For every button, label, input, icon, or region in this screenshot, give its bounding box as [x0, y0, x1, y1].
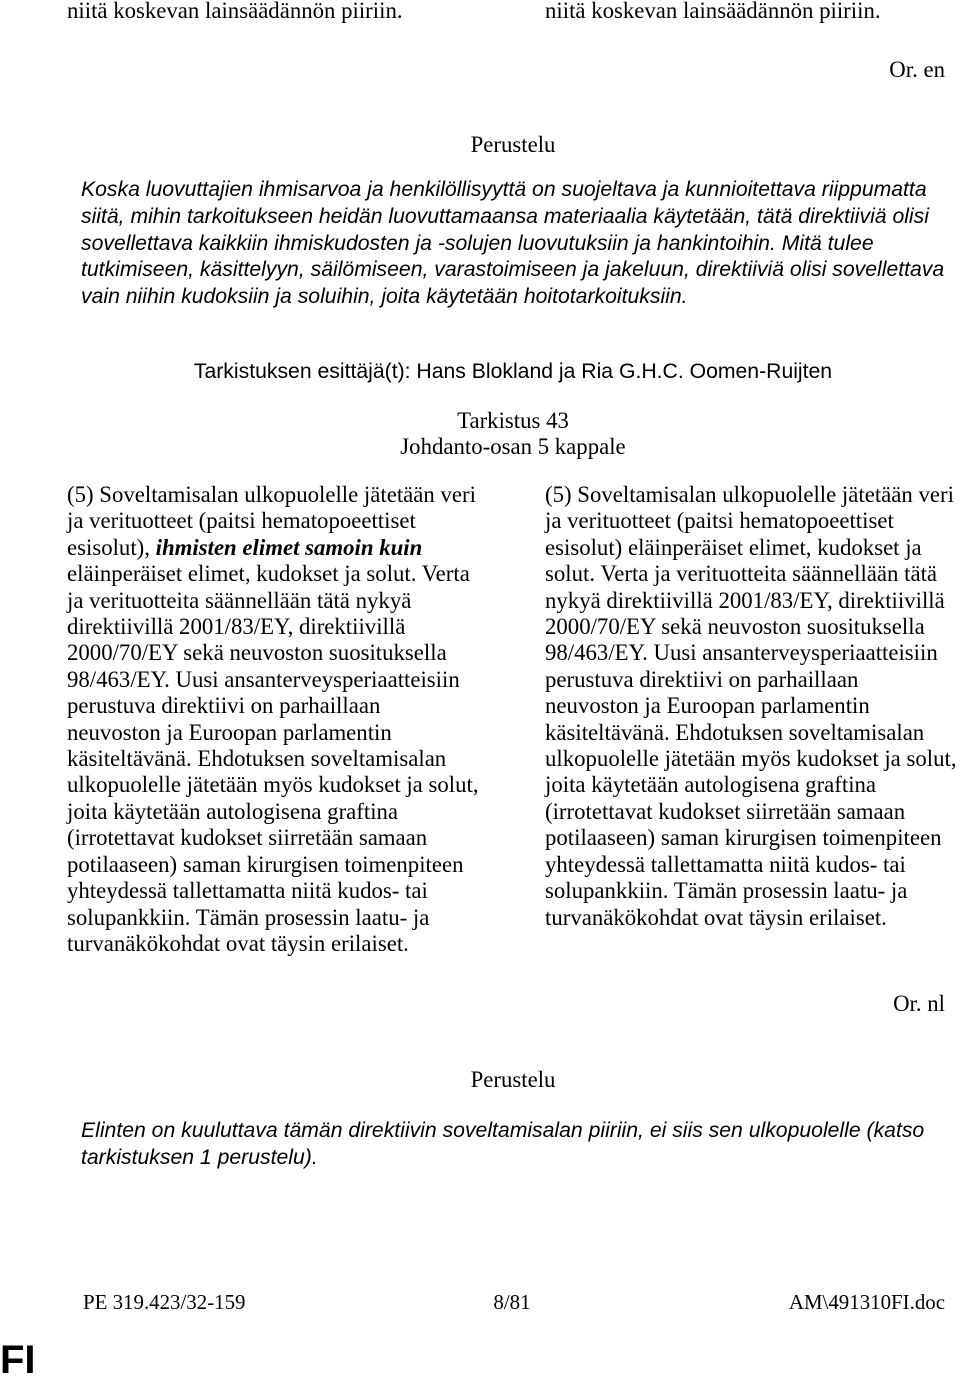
amendment-tabled-by: Tarkistuksen esittäjä(t): Hans Blokland ja Ria G.H.C. Oomen-Ruijten	[193, 360, 833, 383]
right-column-line-text: (5) Soveltamisalan ulkopuolelle jätetään veri	[545, 482, 954, 507]
left-column-line-text: 2000/70/EY sekä neuvoston suosituksella	[67, 640, 447, 666]
original-language-label-2: Or. nl	[893, 991, 945, 1016]
left-column-emphasized-text: ihmisten elimet samoin kuin	[155, 534, 423, 560]
justification-text-2-line	[81, 1117, 924, 1144]
left-column-line	[67, 640, 479, 666]
left-column-line-text: ulkopuolelle jätetään myös kudokset ja solut,	[67, 772, 479, 798]
left-column-line-text: käsiteltävänä. Ehdotuksen soveltamisalan	[67, 746, 447, 772]
left-column-line	[67, 508, 479, 534]
right-column-line-text: perustuva direktiivi on parhaillaan	[545, 666, 859, 692]
right-column-line	[545, 852, 957, 878]
left-column-line-text: (irrotettavat kudokset siirretään samaan	[67, 825, 428, 851]
right-column-line-text: solupankkiin. Tämän prosessin laatu- ja	[545, 878, 908, 904]
justification-text-2-line-text: tarkistuksen 1 perustelu).	[81, 1146, 318, 1169]
left-column-line	[67, 825, 479, 851]
left-column-line	[67, 852, 479, 878]
right-column-line	[545, 482, 957, 508]
right-column-line-text: ulkopuolelle jätetään myös kudokset ja solut,	[545, 746, 957, 772]
amendment-reference: Johdanto-osan 5 kappale	[400, 434, 626, 459]
left-column-line-text: esisolut),	[67, 534, 156, 560]
left-column-line-text: yhteydessä tallettamatta niitä kudos- tai	[67, 878, 428, 904]
right-column-line	[545, 535, 957, 561]
left-column-line-text: perustuva direktiivi on parhaillaan	[67, 693, 381, 719]
left-column-line	[67, 905, 479, 931]
right-column-line-text: potilaaseen) saman kirurgisen toimenpiteen	[545, 825, 942, 851]
left-column-line	[67, 693, 479, 719]
right-column-line-text: esisolut) eläinperäiset elimet, kudokset ja	[545, 534, 922, 560]
justification-text-line	[81, 204, 944, 231]
left-column-line-text: ja verituotteita säännellään tätä nykyä	[67, 587, 412, 613]
right-column-line	[545, 720, 957, 746]
left-column-line-text: eläinperäiset elimet, kudokset ja solut. Verta	[67, 561, 470, 587]
justification-text-line	[81, 231, 944, 258]
left-column-line-text: turvanäkökohdat ovat täysin erilaiset.	[67, 930, 409, 956]
right-column-line	[545, 561, 957, 587]
right-column-line	[545, 746, 957, 772]
right-column-line-text: joita käytetään autologisena graftina	[545, 772, 877, 798]
justification-text-line-text: vain niihin kudoksiin ja soluihin, joita käytetään hoitotarkoituksiin.	[81, 285, 688, 308]
left-column-line-text: neuvoston ja Euroopan parlamentin	[67, 719, 392, 745]
right-column-line	[545, 588, 957, 614]
right-column-line	[545, 878, 957, 904]
right-column-line-text: ja verituotteet (paitsi hematopoeettiset	[545, 508, 894, 534]
left-column-line-text: solupankkiin. Tämän prosessin laatu- ja	[67, 904, 430, 930]
right-column-line-text: turvanäkökohdat ovat täysin erilaiset.	[545, 904, 887, 930]
previous-page-continuation-left: niitä koskevan lainsäädännön piiriin.	[67, 0, 403, 23]
footer-document-reference: PE 319.423/32-159	[83, 1290, 246, 1314]
right-column-line-text: 98/463/EY. Uusi ansanterveysperiaatteisiin	[545, 640, 938, 666]
right-column-line	[545, 640, 957, 666]
left-column-line	[67, 746, 479, 772]
justification-text-line	[81, 177, 944, 204]
justification-text-2	[81, 1117, 924, 1171]
footer-page-number: 8/81	[493, 1290, 531, 1314]
left-column-line	[67, 799, 479, 825]
justification-text-line-text: sovellettava kaikkiin ihmiskudosten ja -solujen luovutuksiin ja hankintoihin. Mitä tulee	[81, 231, 874, 255]
left-column-line	[67, 561, 479, 587]
right-column-line	[545, 799, 957, 825]
left-column-line	[67, 931, 479, 957]
right-column-line-text: (irrotettavat kudokset siirretään samaan	[545, 798, 906, 824]
right-column-line-text: yhteydessä tallettamatta niitä kudos- tai	[545, 851, 906, 877]
left-column-line	[67, 614, 479, 640]
justification-text-line-text: tutkimiseen, käsittelyyn, säilömiseen, varastoimiseen ja jakeluun, direktiiviä olisi sovellettava	[81, 258, 945, 282]
previous-page-continuation-right: niitä koskevan lainsäädännön piiriin.	[545, 0, 881, 23]
right-column-line	[545, 825, 957, 851]
right-column-line-text: neuvoston ja Euroopan parlamentin	[545, 693, 870, 719]
justification-text	[81, 177, 944, 311]
language-code: FI	[0, 1338, 36, 1382]
left-column-line	[67, 772, 479, 798]
left-column-line	[67, 535, 479, 561]
footer-file-name: AM\491310FI.doc	[788, 1290, 945, 1314]
right-column-line	[545, 772, 957, 798]
left-column-line	[67, 588, 479, 614]
left-column-line-text: ja verituotteet (paitsi hematopoeettiset	[67, 508, 416, 534]
original-language-label: Or. en	[889, 57, 945, 82]
justification-text-line-text: Koska luovuttajien ihmisarvoa ja henkilöllisyyttä on suojeltava ja kunnioitettava riippumatta	[81, 178, 927, 201]
right-column-line	[545, 508, 957, 534]
right-column-line	[545, 614, 957, 640]
right-column-line-text: solut. Verta ja verituotteita säännellään tätä	[545, 561, 938, 587]
justification-text-line	[81, 257, 944, 284]
left-column-line-text: joita käytetään autologisena graftina	[67, 798, 399, 824]
justification-heading-2: Perustelu	[470, 1067, 556, 1092]
right-column-text	[545, 482, 957, 931]
justification-text-line-text: siitä, mihin tarkoitukseen heidän luovuttamaansa materiaalia käytetään, tätä direktiiviä olisi	[81, 204, 929, 228]
right-column-line-text: 2000/70/EY sekä neuvoston suosituksella	[545, 614, 925, 640]
left-column-line-text: potilaaseen) saman kirurgisen toimenpiteen	[67, 851, 464, 877]
right-column-line	[545, 905, 957, 931]
justification-text-2-line	[81, 1144, 924, 1171]
justification-text-line	[81, 284, 944, 311]
right-column-line	[545, 693, 957, 719]
right-column-line-text: käsiteltävänä. Ehdotuksen soveltamisalan	[545, 719, 925, 745]
left-column-line-text: (5) Soveltamisalan ulkopuolelle jätetään veri	[67, 482, 476, 507]
right-column-line-text: nykyä direktiivillä 2001/83/EY, direktiivillä	[545, 587, 945, 613]
left-column-line	[67, 878, 479, 904]
justification-text-2-line-text: Elinten on kuuluttava tämän direktiivin soveltamisalan piiriin, ei siis sen ulkopuolelle (katso	[81, 1119, 925, 1142]
left-column-text	[67, 482, 479, 957]
justification-heading: Perustelu	[470, 132, 556, 157]
left-column-line-text: direktiivillä 2001/83/EY, direktiivillä	[67, 614, 406, 640]
left-column-line	[67, 667, 479, 693]
left-column-line	[67, 720, 479, 746]
left-column-line-text: 98/463/EY. Uusi ansanterveysperiaatteisiin	[67, 666, 460, 692]
left-column-line	[67, 482, 479, 508]
amendment-number: Tarkistus 43	[457, 408, 569, 433]
right-column-line	[545, 667, 957, 693]
